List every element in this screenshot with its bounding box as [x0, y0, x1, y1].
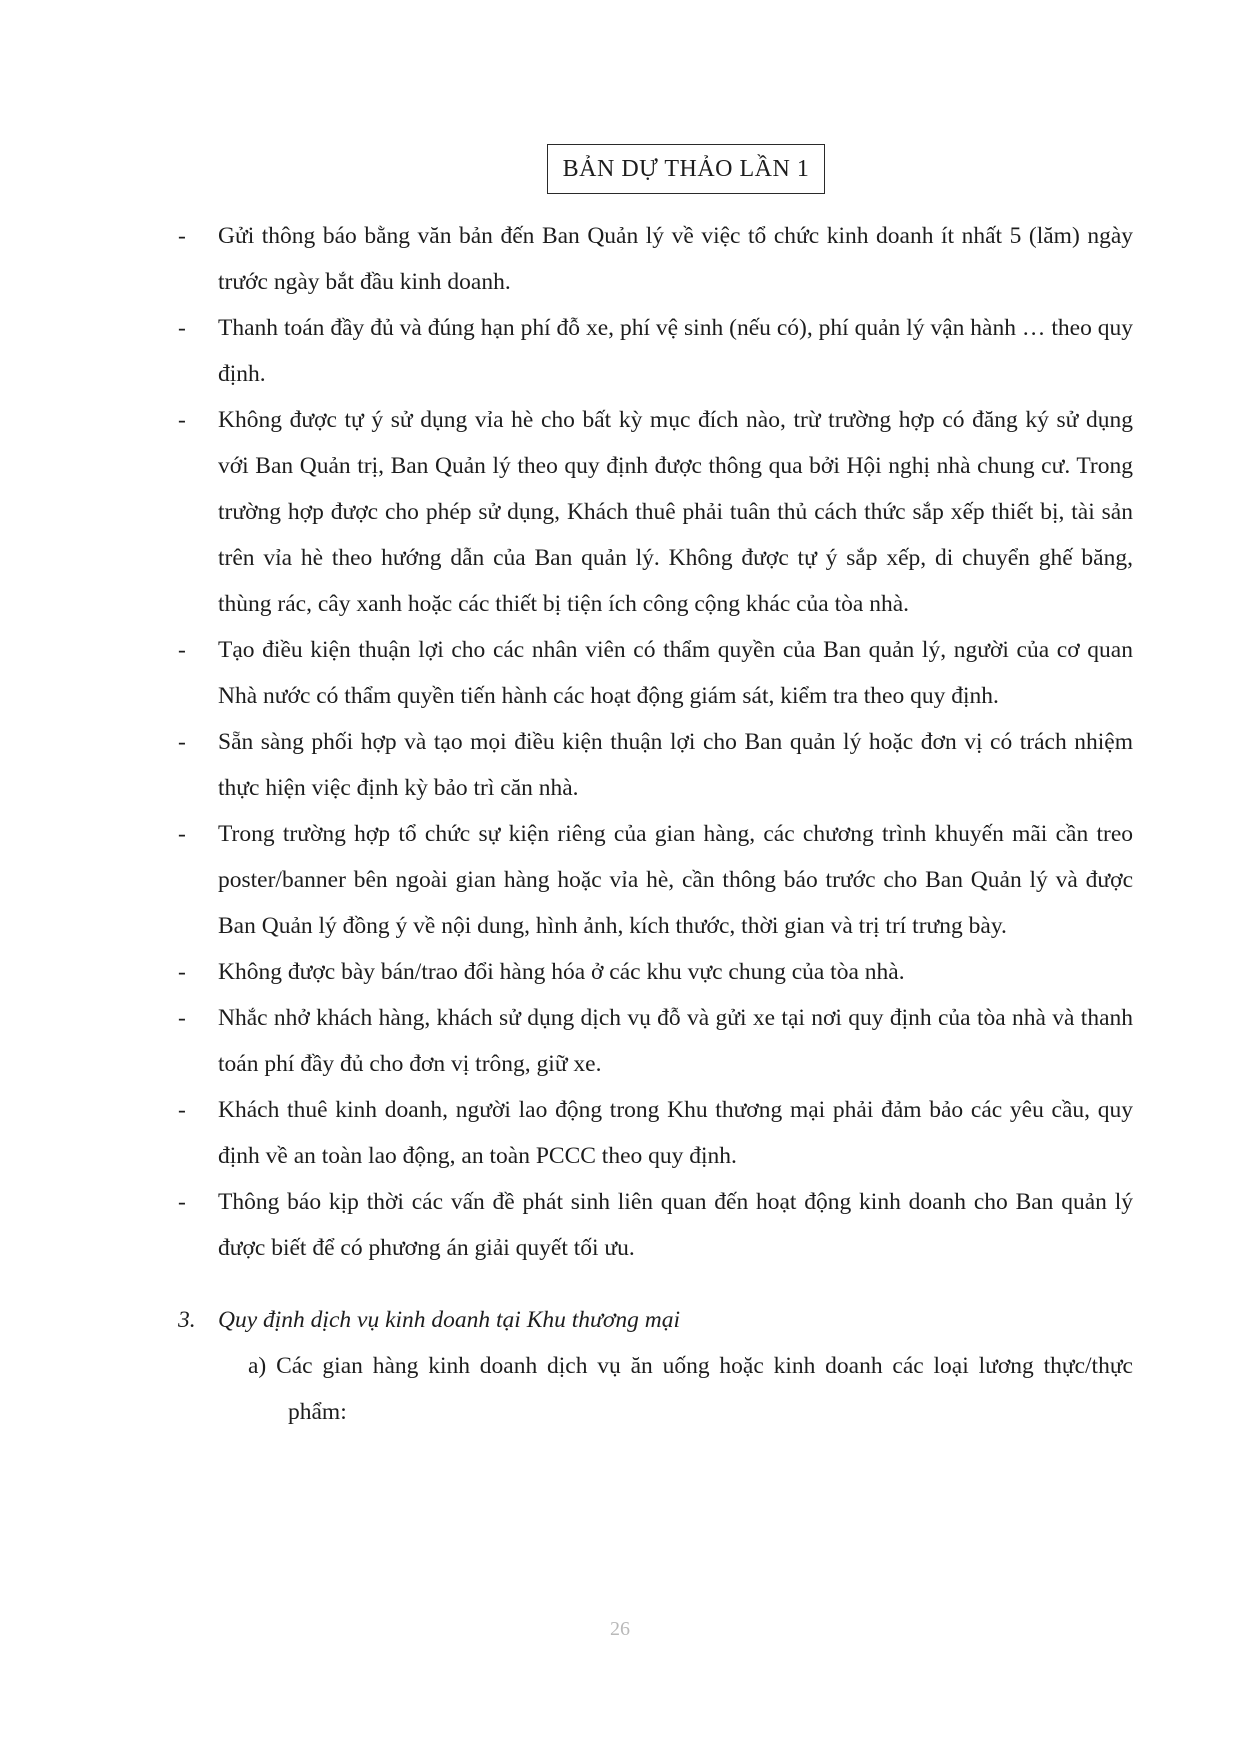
- draft-version-box: [547, 144, 825, 194]
- list-item-text: Gửi thông báo bằng văn bản đến Ban Quản lý về việc tổ chức kinh doanh ít nhất 5 (lăm) ngày trước ngày bắt đầu kinh doanh.: [218, 223, 1133, 295]
- list-item: [178, 995, 1133, 1087]
- bullet-dash: -: [178, 1005, 186, 1031]
- list-item-text: Không được tự ý sử dụng vỉa hè cho bất kỳ mục đích nào, trừ trường hợp có đăng ký sử dụng với Ban Quản trị, Ban Quản lý theo quy định được thông qua bởi Hội nghị nhà chung cư. Trong trường hợp được cho phép sử dụng, Khách thuê phải tuân thủ cách thức sắp xếp thiết bị, tài sản trên vỉa hè theo hướng dẫn của Ban quản lý. Không được tự ý sắp xếp, di chuyển ghế băng, thùng rác, cây xanh hoặc các thiết bị tiện ích công cộng khác của tòa nhà.: [218, 407, 1133, 617]
- list-item-text: Thanh toán đầy đủ và đúng hạn phí đỗ xe, phí vệ sinh (nếu có), phí quản lý vận hành … theo quy định.: [218, 315, 1133, 387]
- document-body: [178, 213, 1133, 1435]
- bullet-dash: -: [178, 729, 186, 755]
- page-number: 26: [610, 1618, 630, 1640]
- list-item: [178, 213, 1133, 305]
- list-item: [178, 949, 1133, 995]
- list-item-text: Sẵn sàng phối hợp và tạo mọi điều kiện thuận lợi cho Ban quản lý hoặc đơn vị có trách nhiệm thực hiện việc định kỳ bảo trì căn nhà.: [218, 729, 1133, 801]
- list-item-text: Trong trường hợp tổ chức sự kiện riêng của gian hàng, các chương trình khuyến mãi cần treo poster/banner bên ngoài gian hàng hoặc vỉa hè, cần thông báo trước cho Ban Quản lý và được Ban Quản lý đồng ý về nội dung, hình ảnh, kích thước, thời gian và trị trí trưng bày.: [218, 821, 1133, 939]
- section-heading: [178, 1297, 1133, 1343]
- list-item: [178, 627, 1133, 719]
- sub-item-marker: a): [248, 1353, 267, 1379]
- draft-label: BẢN DỰ THẢO LẦN 1: [562, 155, 810, 182]
- bullet-dash: -: [178, 223, 186, 249]
- list-item-text: Khách thuê kinh doanh, người lao động trong Khu thương mại phải đảm bảo các yêu cầu, quy định về an toàn lao động, an toàn PCCC theo quy định.: [218, 1097, 1133, 1169]
- list-item: [178, 1179, 1133, 1271]
- section-title: Quy định dịch vụ kinh doanh tại Khu thương mại: [218, 1307, 681, 1333]
- bullet-dash: -: [178, 1097, 186, 1123]
- sub-item: [218, 1343, 1133, 1435]
- bullet-dash: -: [178, 637, 186, 663]
- list-item-text: Thông báo kịp thời các vấn đề phát sinh liên quan đến hoạt động kinh doanh cho Ban quản lý được biết để có phương án giải quyết tối ưu.: [218, 1189, 1133, 1261]
- list-item-text: Nhắc nhở khách hàng, khách sử dụng dịch vụ đỗ và gửi xe tại nơi quy định của tòa nhà và thanh toán phí đầy đủ cho đơn vị trông, giữ xe.: [218, 1005, 1133, 1077]
- list-item: [178, 305, 1133, 397]
- list-item-text: Tạo điều kiện thuận lợi cho các nhân viên có thẩm quyền của Ban quản lý, người của cơ quan Nhà nước có thẩm quyền tiến hành các hoạt động giám sát, kiểm tra theo quy định.: [218, 637, 1133, 709]
- list-item: [178, 811, 1133, 949]
- bullet-dash: -: [178, 315, 186, 341]
- bullet-dash: -: [178, 821, 186, 847]
- list-item: [178, 1087, 1133, 1179]
- list-item: [178, 397, 1133, 627]
- bullet-dash: -: [178, 407, 186, 433]
- list-item-text: Không được bày bán/trao đổi hàng hóa ở các khu vực chung của tòa nhà.: [218, 959, 905, 985]
- list-item: [178, 719, 1133, 811]
- bullet-dash: -: [178, 1189, 186, 1215]
- sub-item-text: Các gian hàng kinh doanh dịch vụ ăn uống hoặc kinh doanh các loại lương thực/thực phẩm:: [276, 1353, 1133, 1425]
- section-number: 3.: [178, 1307, 196, 1333]
- bullet-dash: -: [178, 959, 186, 985]
